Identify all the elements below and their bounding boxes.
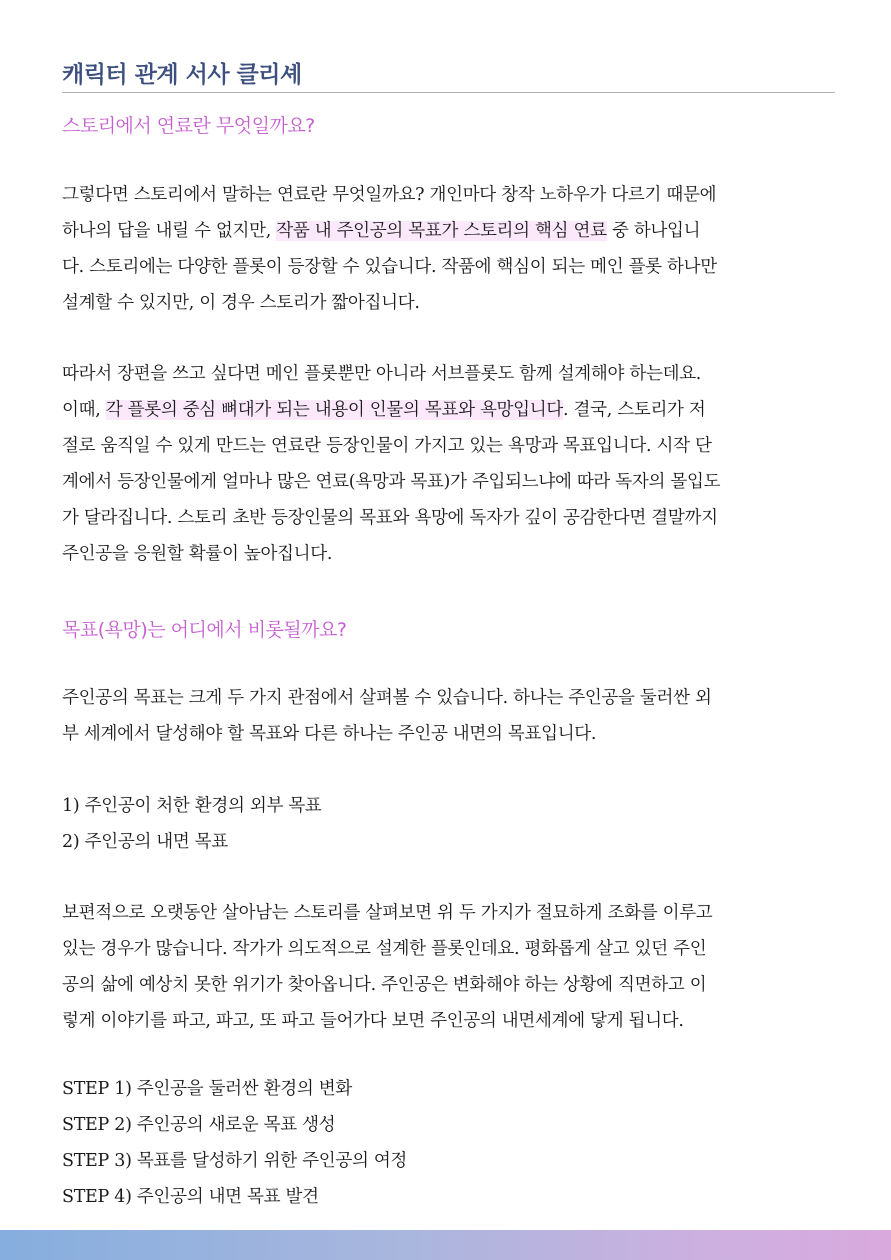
text-line: 가 달라집니다. 스토리 초반 등장인물의 목표와 욕망에 독자가 깊이 공감한다면 결말까지 xyxy=(62,508,718,528)
text-span: 중 하나입니 xyxy=(606,221,701,241)
step-item: STEP 4) 주인공의 내면 목표 발견 xyxy=(62,1187,319,1207)
document-title: 캐릭터 관계 서사 클리셰 xyxy=(62,62,302,88)
text-line xyxy=(62,392,852,428)
footer-gradient-band xyxy=(0,1230,891,1260)
text-line: 부 세계에서 달성해야 할 목표와 다른 하나는 주인공 내면의 목표입니다. xyxy=(62,724,597,744)
step-list xyxy=(62,1071,852,1215)
section-heading-fuel: 스토리에서 연료란 무엇일까요? xyxy=(62,115,315,137)
title-divider xyxy=(62,92,835,93)
paragraph xyxy=(62,895,852,1039)
text-line: 렇게 이야기를 파고, 파고, 또 파고 들어가다 보면 주인공의 내면세계에 닿게 됩니다. xyxy=(62,1011,684,1031)
text-line: 공의 삶에 예상치 못한 위기가 찾아옵니다. 주인공은 변화해야 하는 상황에 직면하고 이 xyxy=(62,975,707,995)
text-line: 다. 스토리에는 다양한 플롯이 등장할 수 있습니다. 작품에 핵심이 되는 메인 플롯 하나만 xyxy=(62,257,717,277)
text-line: 있는 경우가 많습니다. 작가가 의도적으로 설계한 플롯인데요. 평화롭게 살고 있던 주인 xyxy=(62,939,707,959)
text-line: 따라서 장편을 쓰고 싶다면 메인 플롯뿐만 아니라 서브플롯도 함께 설계해야 하는데요. xyxy=(62,364,702,384)
step-item: STEP 3) 목표를 달성하기 위한 주인공의 여정 xyxy=(62,1151,408,1171)
step-item: STEP 1) 주인공을 둘러싼 환경의 변화 xyxy=(62,1079,352,1099)
text-line: 설계할 수 있지만, 이 경우 스토리가 짧아집니다. xyxy=(62,293,420,313)
text-line: 보편적으로 오랫동안 살아남는 스토리를 살펴보면 위 두 가지가 절묘하게 조화를 이루고 xyxy=(62,903,713,923)
list-item: 2) 주인공의 내면 목표 xyxy=(62,832,228,852)
text-line: 절로 움직일 수 있게 만드는 연료란 등장인물이 가지고 있는 욕망과 목표입니다. 시작 단 xyxy=(62,436,712,456)
section-heading-goal-origin: 목표(욕망)는 어디에서 비롯될까요? xyxy=(62,619,347,641)
text-span: 이때, xyxy=(62,400,106,420)
step-item: STEP 2) 주인공의 새로운 목표 생성 xyxy=(62,1115,336,1135)
highlighted-text: 작품 내 주인공의 목표가 스토리의 핵심 연료 xyxy=(276,221,607,241)
text-line: 주인공을 응원할 확률이 높아집니다. xyxy=(62,544,333,564)
goal-list xyxy=(62,788,852,860)
text-line: 주인공의 목표는 크게 두 가지 관점에서 살펴볼 수 있습니다. 하나는 주인공을 둘러싼 외 xyxy=(62,688,712,708)
text-line: 계에서 등장인물에게 얼마나 많은 연료(욕망과 목표)가 주입되느냐에 따라 독자의 몰입도 xyxy=(62,472,721,492)
text-line xyxy=(62,213,852,249)
text-span: 하나의 답을 내릴 수 없지만, xyxy=(62,221,277,241)
list-item: 1) 주인공이 처한 환경의 외부 목표 xyxy=(62,796,322,816)
text-line: 그렇다면 스토리에서 말하는 연료란 무엇일까요? 개인마다 창작 노하우가 다르기 때문에 xyxy=(62,185,717,205)
highlighted-text: 각 플롯의 중심 뼈대가 되는 내용이 인물의 목표와 욕망입니다 xyxy=(105,400,563,420)
paragraph xyxy=(62,680,852,752)
text-span: . 결국, 스토리가 저 xyxy=(562,400,706,420)
paragraph xyxy=(62,177,852,321)
paragraph xyxy=(62,356,852,572)
